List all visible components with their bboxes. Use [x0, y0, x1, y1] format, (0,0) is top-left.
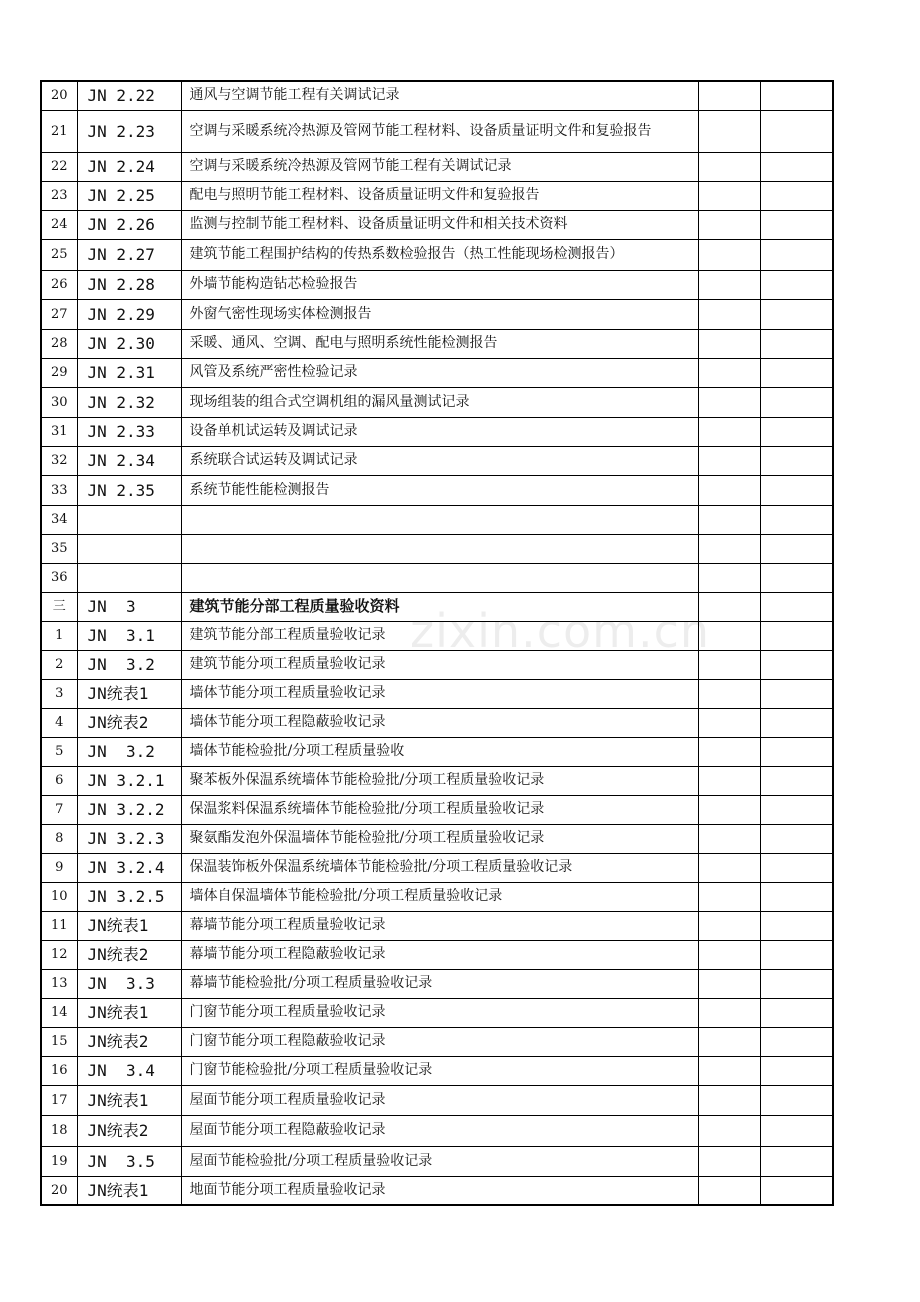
row-number: 28 [41, 329, 77, 358]
row-number: 34 [41, 505, 77, 534]
row-code: JN 2.27 [77, 239, 181, 270]
row-code: JN统表1 [77, 998, 181, 1027]
row-number: 32 [41, 446, 77, 475]
row-blank-cell-1 [698, 940, 760, 969]
row-code: JN统表1 [77, 1176, 181, 1205]
row-number: 35 [41, 534, 77, 563]
row-title: 墙体节能分项工程质量验收记录 [181, 679, 698, 708]
table-row [41, 446, 833, 475]
row-code: JN统表2 [77, 1115, 181, 1146]
row-number: 6 [41, 766, 77, 795]
row-title [181, 534, 698, 563]
row-blank-cell-1 [698, 358, 760, 387]
row-blank-cell-1 [698, 563, 760, 592]
row-blank-cell-1 [698, 329, 760, 358]
row-number: 20 [41, 81, 77, 110]
row-blank-cell-1 [698, 81, 760, 110]
row-number: 1 [41, 621, 77, 650]
table-row [41, 882, 833, 911]
row-blank-cell-1 [698, 1027, 760, 1056]
row-number: 14 [41, 998, 77, 1027]
row-blank-cell-2 [760, 270, 833, 299]
watermark: zixin.com.cn [410, 604, 711, 658]
row-code: JN统表2 [77, 940, 181, 969]
row-title: 风管及系统严密性检验记录 [181, 358, 698, 387]
table-row [41, 329, 833, 358]
row-code: JN统表1 [77, 679, 181, 708]
row-blank-cell-1 [698, 239, 760, 270]
row-blank-cell-2 [760, 563, 833, 592]
table-row [41, 239, 833, 270]
row-number: 33 [41, 475, 77, 505]
row-title: 建筑节能分部工程质量验收资料 [181, 592, 698, 621]
table-row [41, 299, 833, 329]
row-title: 空调与采暖系统冷热源及管网节能工程材料、设备质量证明文件和复验报告 [181, 110, 698, 152]
row-blank-cell-2 [760, 708, 833, 737]
row-blank-cell-1 [698, 152, 760, 181]
table-row [41, 81, 833, 110]
row-blank-cell-2 [760, 475, 833, 505]
row-blank-cell-1 [698, 1056, 760, 1085]
row-blank-cell-2 [760, 911, 833, 940]
row-blank-cell-1 [698, 446, 760, 475]
row-code: JN 2.32 [77, 387, 181, 417]
row-blank-cell-2 [760, 824, 833, 853]
row-blank-cell-1 [698, 853, 760, 882]
row-number: 31 [41, 417, 77, 446]
row-blank-cell-1 [698, 795, 760, 824]
row-number: 30 [41, 387, 77, 417]
table-row [41, 824, 833, 853]
row-number: 26 [41, 270, 77, 299]
row-code: JN 3.2.2 [77, 795, 181, 824]
row-code [77, 563, 181, 592]
row-blank-cell-1 [698, 621, 760, 650]
table-row [41, 181, 833, 210]
row-blank-cell-2 [760, 387, 833, 417]
row-number: 2 [41, 650, 77, 679]
table-row [41, 621, 833, 650]
row-code: JN 3.1 [77, 621, 181, 650]
row-title: 通风与空调节能工程有关调试记录 [181, 81, 698, 110]
row-title: 保温装饰板外保温系统墙体节能检验批/分项工程质量验收记录 [181, 853, 698, 882]
row-number: 13 [41, 969, 77, 998]
row-number: 16 [41, 1056, 77, 1085]
row-blank-cell-1 [698, 387, 760, 417]
row-title [181, 563, 698, 592]
row-blank-cell-2 [760, 299, 833, 329]
row-title [181, 505, 698, 534]
row-code [77, 505, 181, 534]
row-title: 地面节能分项工程质量验收记录 [181, 1176, 698, 1205]
row-title: 空调与采暖系统冷热源及管网节能工程有关调试记录 [181, 152, 698, 181]
table-row [41, 766, 833, 795]
table-row [41, 417, 833, 446]
table-row [41, 1115, 833, 1146]
row-blank-cell-2 [760, 152, 833, 181]
row-title: 外墙节能构造钻芯检验报告 [181, 270, 698, 299]
table-row [41, 998, 833, 1027]
row-code: JN 2.29 [77, 299, 181, 329]
row-code: JN 3.4 [77, 1056, 181, 1085]
table-row [41, 534, 833, 563]
row-code: JN 3.2 [77, 737, 181, 766]
row-code: JN 2.28 [77, 270, 181, 299]
table-row [41, 475, 833, 505]
row-code: JN 2.34 [77, 446, 181, 475]
row-blank-cell-1 [698, 1146, 760, 1176]
row-number: 17 [41, 1085, 77, 1115]
row-title: 墙体节能检验批/分项工程质量验收 [181, 737, 698, 766]
row-title: 幕墙节能检验批/分项工程质量验收记录 [181, 969, 698, 998]
table-row [41, 708, 833, 737]
row-blank-cell-2 [760, 679, 833, 708]
row-title: 屋面节能分项工程质量验收记录 [181, 1085, 698, 1115]
table-row [41, 1176, 833, 1205]
row-number: 8 [41, 824, 77, 853]
row-blank-cell-2 [760, 534, 833, 563]
row-code: JN 2.26 [77, 210, 181, 239]
row-number: 三 [41, 592, 77, 621]
row-blank-cell-1 [698, 737, 760, 766]
row-blank-cell-2 [760, 650, 833, 679]
row-blank-cell-1 [698, 1176, 760, 1205]
row-code: JN统表1 [77, 1085, 181, 1115]
table-row [41, 940, 833, 969]
row-blank-cell-2 [760, 1027, 833, 1056]
row-code: JN统表1 [77, 911, 181, 940]
table-row [41, 795, 833, 824]
row-number: 22 [41, 152, 77, 181]
table-row [41, 679, 833, 708]
row-blank-cell-1 [698, 299, 760, 329]
row-number: 11 [41, 911, 77, 940]
table-row [41, 737, 833, 766]
row-title: 门窗节能检验批/分项工程质量验收记录 [181, 1056, 698, 1085]
row-number: 25 [41, 239, 77, 270]
row-number: 15 [41, 1027, 77, 1056]
row-blank-cell-1 [698, 969, 760, 998]
row-blank-cell-2 [760, 110, 833, 152]
row-blank-cell-1 [698, 505, 760, 534]
row-title: 屋面节能分项工程隐蔽验收记录 [181, 1115, 698, 1146]
row-blank-cell-2 [760, 210, 833, 239]
row-code [77, 534, 181, 563]
row-blank-cell-2 [760, 181, 833, 210]
row-title: 墙体节能分项工程隐蔽验收记录 [181, 708, 698, 737]
row-blank-cell-2 [760, 1176, 833, 1205]
row-number: 23 [41, 181, 77, 210]
table-row [41, 650, 833, 679]
table-row [41, 505, 833, 534]
row-blank-cell-2 [760, 239, 833, 270]
row-title: 门窗节能分项工程质量验收记录 [181, 998, 698, 1027]
row-title: 保温浆料保温系统墙体节能检验批/分项工程质量验收记录 [181, 795, 698, 824]
row-blank-cell-1 [698, 110, 760, 152]
row-blank-cell-1 [698, 181, 760, 210]
row-code: JN 2.35 [77, 475, 181, 505]
row-blank-cell-2 [760, 1146, 833, 1176]
table-row [41, 563, 833, 592]
row-title: 幕墙节能分项工程质量验收记录 [181, 911, 698, 940]
row-code: JN 3.2.4 [77, 853, 181, 882]
row-blank-cell-2 [760, 998, 833, 1027]
table-row [41, 152, 833, 181]
table-row [41, 110, 833, 152]
row-blank-cell-2 [760, 592, 833, 621]
row-blank-cell-2 [760, 1115, 833, 1146]
row-blank-cell-1 [698, 210, 760, 239]
row-code: JN 3.5 [77, 1146, 181, 1176]
table-row [41, 358, 833, 387]
row-title: 建筑节能分项工程质量验收记录 [181, 650, 698, 679]
row-blank-cell-1 [698, 708, 760, 737]
table-row [41, 1146, 833, 1176]
row-blank-cell-1 [698, 911, 760, 940]
row-title: 屋面节能检验批/分项工程质量验收记录 [181, 1146, 698, 1176]
row-code: JN 2.24 [77, 152, 181, 181]
row-blank-cell-2 [760, 621, 833, 650]
row-blank-cell-2 [760, 1056, 833, 1085]
row-code: JN统表2 [77, 1027, 181, 1056]
row-blank-cell-2 [760, 81, 833, 110]
row-number: 10 [41, 882, 77, 911]
row-number: 24 [41, 210, 77, 239]
row-number: 3 [41, 679, 77, 708]
table-row [41, 387, 833, 417]
row-blank-cell-2 [760, 940, 833, 969]
row-title: 聚苯板外保温系统墙体节能检验批/分项工程质量验收记录 [181, 766, 698, 795]
row-blank-cell-2 [760, 505, 833, 534]
row-blank-cell-2 [760, 766, 833, 795]
row-blank-cell-1 [698, 766, 760, 795]
row-title: 系统节能性能检测报告 [181, 475, 698, 505]
row-blank-cell-2 [760, 853, 833, 882]
table-row [41, 853, 833, 882]
row-blank-cell-1 [698, 1115, 760, 1146]
row-blank-cell-2 [760, 358, 833, 387]
table-row [41, 969, 833, 998]
row-number: 7 [41, 795, 77, 824]
row-number: 20 [41, 1176, 77, 1205]
archive-index-table [40, 80, 834, 1206]
row-code: JN统表2 [77, 708, 181, 737]
row-blank-cell-2 [760, 329, 833, 358]
row-blank-cell-2 [760, 737, 833, 766]
row-title: 聚氨酯发泡外保温墙体节能检验批/分项工程质量验收记录 [181, 824, 698, 853]
row-title: 门窗节能分项工程隐蔽验收记录 [181, 1027, 698, 1056]
row-number: 19 [41, 1146, 77, 1176]
row-blank-cell-1 [698, 1085, 760, 1115]
row-code: JN 3.2 [77, 650, 181, 679]
row-code: JN 3.3 [77, 969, 181, 998]
row-number: 5 [41, 737, 77, 766]
row-title: 幕墙节能分项工程隐蔽验收记录 [181, 940, 698, 969]
row-title: 现场组装的组合式空调机组的漏风量测试记录 [181, 387, 698, 417]
row-blank-cell-1 [698, 270, 760, 299]
row-blank-cell-2 [760, 969, 833, 998]
table-row [41, 270, 833, 299]
row-code: JN 3 [77, 592, 181, 621]
row-blank-cell-1 [698, 882, 760, 911]
row-code: JN 2.22 [77, 81, 181, 110]
row-number: 21 [41, 110, 77, 152]
table-row [41, 911, 833, 940]
row-number: 18 [41, 1115, 77, 1146]
row-blank-cell-1 [698, 824, 760, 853]
row-blank-cell-2 [760, 795, 833, 824]
row-blank-cell-1 [698, 679, 760, 708]
row-blank-cell-1 [698, 417, 760, 446]
table-row [41, 210, 833, 239]
row-title: 配电与照明节能工程材料、设备质量证明文件和复验报告 [181, 181, 698, 210]
row-code: JN 3.2.5 [77, 882, 181, 911]
row-number: 27 [41, 299, 77, 329]
row-blank-cell-2 [760, 417, 833, 446]
row-title: 建筑节能工程围护结构的传热系数检验报告（热工性能现场检测报告） [181, 239, 698, 270]
row-blank-cell-1 [698, 592, 760, 621]
table-row [41, 592, 833, 621]
row-code: JN 2.25 [77, 181, 181, 210]
row-code: JN 3.2.1 [77, 766, 181, 795]
row-code: JN 2.30 [77, 329, 181, 358]
row-title: 监测与控制节能工程材料、设备质量证明文件和相关技术资料 [181, 210, 698, 239]
row-code: JN 2.31 [77, 358, 181, 387]
row-blank-cell-2 [760, 1085, 833, 1115]
row-title: 墙体自保温墙体节能检验批/分项工程质量验收记录 [181, 882, 698, 911]
row-number: 29 [41, 358, 77, 387]
row-number: 9 [41, 853, 77, 882]
row-number: 36 [41, 563, 77, 592]
row-blank-cell-2 [760, 882, 833, 911]
row-blank-cell-1 [698, 534, 760, 563]
row-number: 4 [41, 708, 77, 737]
row-title: 建筑节能分部工程质量验收记录 [181, 621, 698, 650]
table-row [41, 1085, 833, 1115]
row-number: 12 [41, 940, 77, 969]
row-title: 采暖、通风、空调、配电与照明系统性能检测报告 [181, 329, 698, 358]
row-code: JN 2.33 [77, 417, 181, 446]
table-body [41, 81, 833, 1205]
table-row [41, 1056, 833, 1085]
document-sheet [40, 80, 832, 1206]
row-blank-cell-2 [760, 446, 833, 475]
row-blank-cell-1 [698, 650, 760, 679]
row-code: JN 3.2.3 [77, 824, 181, 853]
row-blank-cell-1 [698, 475, 760, 505]
row-title: 系统联合试运转及调试记录 [181, 446, 698, 475]
row-title: 设备单机试运转及调试记录 [181, 417, 698, 446]
table-row [41, 1027, 833, 1056]
row-blank-cell-1 [698, 998, 760, 1027]
row-title: 外窗气密性现场实体检测报告 [181, 299, 698, 329]
row-code: JN 2.23 [77, 110, 181, 152]
